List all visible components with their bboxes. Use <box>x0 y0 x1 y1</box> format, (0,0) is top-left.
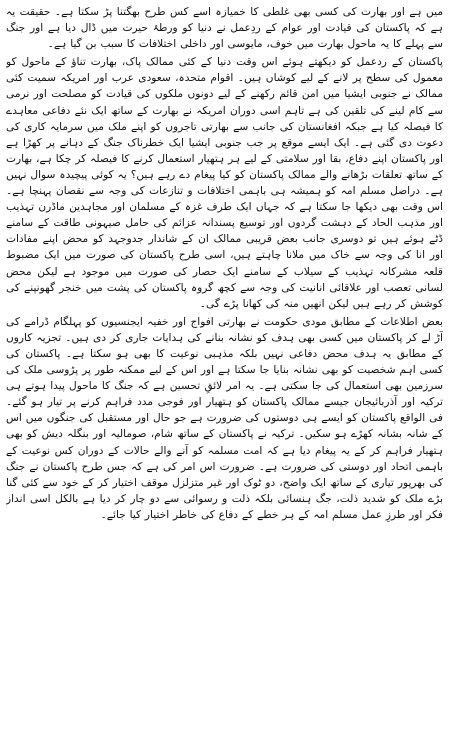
article-body <box>6 4 443 729</box>
article-paragraph-1: میں ہے اور بھارت کی کسی بھی غلطی کا خمیازہ اسے کس طرح بھگتنا پڑ سکتا ہے۔ حقیقت یہ ہے کہ پاکستان کی قیادت اور عوام کے ردِعمل نے دنیا کو ورطۂ حیرت میں ڈال دیا ہے اور جنگ سے پہلے کا یہ ماحول بھارت میں خوف، مایوسی اور داخلی اختلافات کا سبب بن گیا ہے۔ <box>6 6 443 51</box>
article-paragraph-2: پاکستان کے ردعمل کو دیکھتے ہوئے اس وقت دنیا کے کئی ممالک پاک، بھارت تناؤ کے ماحول کو معمول کی سطح پر لانے کے لیے کوشاں ہیں۔ اقوام متحدہ، سعودی عرب اور امریکہ سمیت کئی ممالک نے جنوبی ایشیا میں امن قائم رکھنے کے لیے دونوں ملکوں کی قیادت کو مصلحت اور نرمی سے کام لینے کی تلقین کی ہے تاہم اسی دوران امریکہ نے بھارت کے ساتھ ایک نئے دفاعی معاہدے کا فیصلہ کیا ہے جبکہ افغانستان کی جانب سے بھارتی تاجروں کو اپنے ملک میں سرمایہ کاری کی دعوت دی گئی ہے۔ ایک ایسے موقع پر جب جنوبی ایشیا ایک خطرناک جنگ کے دہانے پر کھڑا ہے اور پاکستان اپنے دفاع، بقا اور سلامتی کے لیے ہر ہتھیار استعمال کرنے کا فیصلہ کر چکا ہے، بھارت کے ساتھ تعلقات بڑھانے والے ممالک پاکستان کو کیا پیغام دے رہے ہیں؟ یہ کوئی پیچیدہ سوال نہیں ہے۔ دراصل مسلم امہ کو ہمیشہ ہی باہمی اختلافات و تنازعات کی وجہ سے نقصان پہنچا ہے۔ اس وقت بھی دیکھا جا سکتا ہے کہ جہاں ایک طرف غزہ کے مسلمان اور مجاہدین ماڈرن تہذیب اور مذہب الحاد کے دہشت گردوں اور توسیع پسندانہ عزائم کی حامل صیہونی طاقت کے سامنے ڈٹے ہوئے ہیں تو دوسری جانب بعض قریبی ممالک ان کے شاندار جدوجہد کو محض اپنے مفادات اور انا کی وجہ سے خاک میں ملانا چاہتے ہیں، اسی طرح پاکستان کی صورت میں ایک مضبوط قلعہ مشرکانہ تہذیب کے سیلاب کے سامنے ایک حصار کی صورت میں موجود ہے لیکن محض لسانی تعصب اور علاقائی انانیت کی وجہ سے کچھ گروہ پاکستان کی پشت میں خنجر گھونپنے کی کوشش کر رہے ہیں لیکن انھیں منہ کی کھانا پڑے گی۔ <box>6 56 443 310</box>
article-paragraph-3: بعض اطلاعات کے مطابق مودی حکومت نے بھارتی افواج اور خفیہ ایجنسیوں کو پہلگام ڈرامے کی آڑ لے کر پاکستان میں کسی بھی ہدف کو نشانہ بنانے کی ہدایات جاری کر دی ہیں۔ تجزیہ کاروں کے مطابق یہ ہدف محض دفاعی نہیں بلکہ مذہبی نوعیت کا بھی ہو سکتا ہے۔ پاکستان کی کسی اہم شخصیت کو بھی نشانہ بنایا جا سکتا ہے اور اس کے لیے ممکنہ طور پر پڑوسی ملک کی سرزمین بھی استعمال کی جا سکتی ہے۔ یہ امر لائقِ تحسین ہے کہ جنگ کا ماحول پیدا ہوتے ہی ترکیہ اور آذربائیجان جیسے ممالک پاکستان کو ہتھیار اور فوجی مدد فراہم کرنے پر تیار ہو گئے۔ فی الواقع پاکستان کو ایسے ہی دوستوں کی ضرورت ہے جو حال اور مستقبل کی جنگوں میں اس کے شانہ بشانہ کھڑے ہو سکیں۔ ترکیہ نے پاکستان کے ساتھ شام، صومالیہ اور بنگلہ دیش کو بھی ہتھیار فراہم کر کے یہ پیغام دیا ہے کہ امت مسلمہ کو آنے والے حالات کے دوران کس نوعیت کے باہمی اتحاد اور دوستی کی ضرورت ہے۔ ضرورت اس امر کی ہے کہ جس طرح پاکستان نے جنگ کی بھرپور تیاری کے ساتھ ایک واضح، دو ٹوک اور غیر متزلزل موقف اختیار کر کے خود سے کئی گنا بڑے ملک کو شدید ذلت، جگ ہنسائی بلکہ ذلت و رسوائی سے دو چار کر دیا ہے بالکل اسی انداز فکر اور طرزِ عمل مسلم امہ کے ہر خطے کے دفاع کی خاطر اختیار کیا جائے۔ <box>6 315 443 521</box>
